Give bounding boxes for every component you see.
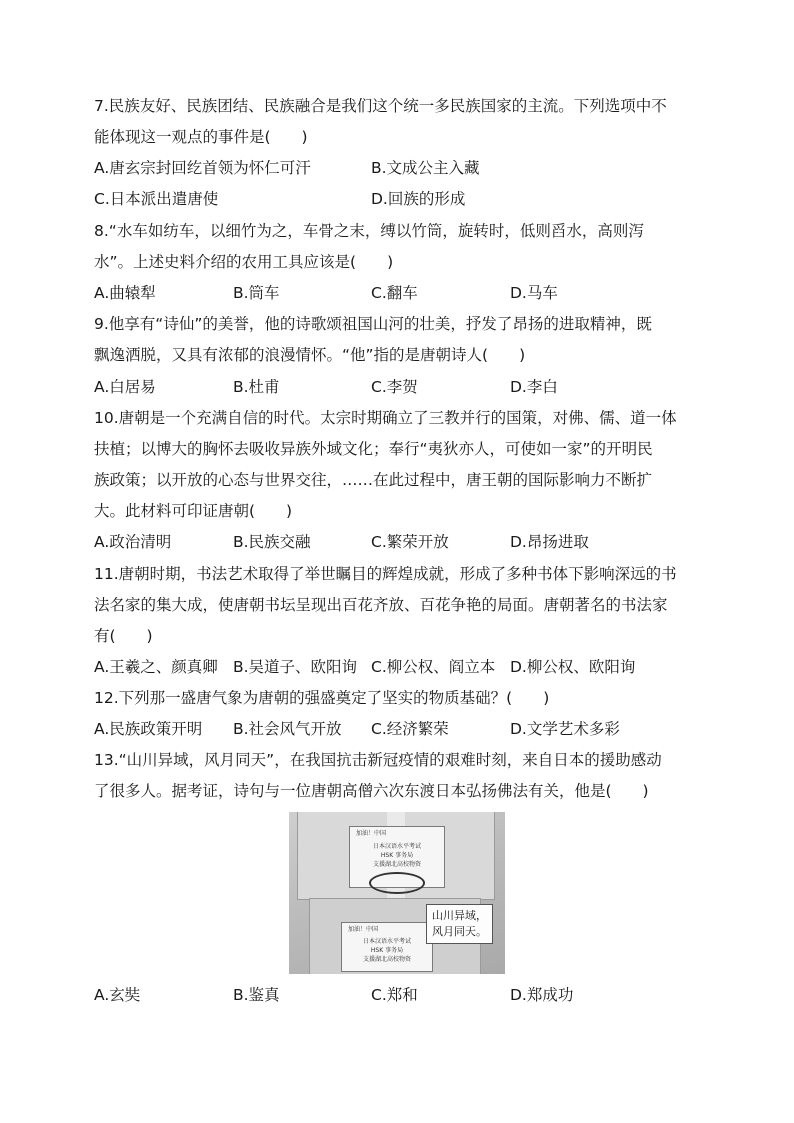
- lower-box-label: [341, 922, 433, 972]
- q13-option-a: A.玄奘: [94, 986, 141, 1004]
- label-header: 加油！中国: [356, 830, 387, 837]
- q7-option-d: D.回族的形成: [371, 190, 466, 208]
- q8-option-d: D.马车: [510, 284, 558, 302]
- q10-line-4: 大。此材料可印证唐朝( ): [94, 502, 293, 520]
- label-header-2: 加油！中国: [348, 926, 379, 933]
- q13-line-1: 13.“山川异域，风月同天”，在我国抗击新冠疫情的艰难时刻，来自日本的援助感动: [94, 751, 662, 769]
- q8-option-b: B.筒车: [233, 284, 280, 302]
- q11-line-1: 11.唐朝时期，书法艺术取得了举世瞩目的辉煌成就，形成了多种书体下影响深远的书: [94, 565, 677, 583]
- q10-option-c: C.繁荣开放: [371, 533, 449, 551]
- q10-line-2: 扶植；以博大的胸怀去吸收异族外域文化；奉行“夷狄亦人，可使如一家”的开明民: [94, 440, 653, 458]
- q8-option-a: A.曲辕犁: [94, 284, 156, 302]
- label-line-3-2: 支援湖北高校物资: [362, 956, 411, 963]
- q11-line-3: 有( ): [94, 627, 153, 645]
- q10-line-1: 10.唐朝是一个充满自信的时代。太宗时期确立了三教并行的国策，对佛、儒、道一体: [94, 409, 677, 427]
- q9-line-2: 飘逸洒脱，又具有浓郁的浪漫情怀。“他”指的是唐朝诗人( ): [94, 346, 526, 364]
- q8-line-1: 8.“水车如纺车，以细竹为之，车骨之末，缚以竹筒，旋转时，低则舀水，高则泻: [94, 222, 644, 240]
- label-line-1-2: 日本汉语水平考试: [362, 938, 411, 945]
- poem-caption: [426, 904, 493, 944]
- q12-option-b: B.社会风气开放: [233, 720, 342, 738]
- label-line-2: HSK 事务局: [380, 852, 414, 859]
- q11-option-c: C.柳公权、阎立本: [371, 658, 496, 676]
- q11-option-a: A.王羲之、颜真卿: [94, 658, 218, 676]
- caption-line-2: 风月同天。: [432, 925, 487, 938]
- q10-option-d: D.昂扬进取: [510, 533, 589, 551]
- q13-option-b: B.鉴真: [233, 986, 280, 1004]
- q7-line-1: 7.民族友好、民族团结、民族融合是我们这个统一多民族国家的主流。下列选项中不: [94, 97, 667, 115]
- q9-line-1: 9.他享有“诗仙”的美誉，他的诗歌颂祖国山河的壮美，抒发了昂扬的进取精神，既: [94, 315, 652, 333]
- q12-option-a: A.民族政策开明: [94, 720, 203, 738]
- q9-option-d: D.李白: [510, 378, 558, 396]
- q11-option-d: D.柳公权、欧阳询: [510, 658, 636, 676]
- q12-line-1: 12.下列那一盛唐气象为唐朝的强盛奠定了坚实的物质基础？( ): [94, 689, 550, 707]
- label-line-1: 日本汉语水平考试: [372, 843, 421, 850]
- q10-line-3: 族政策；以开放的心态与世界交往，……在此过程中，唐王朝的国际影响力不断扩: [94, 471, 653, 489]
- q12-option-d: D.文学艺术多彩: [510, 720, 620, 738]
- q9-option-a: A.白居易: [94, 378, 156, 396]
- q13-line-2: 了很多人。据考证，诗句与一位唐朝高僧六次东渡日本弘扬佛法有关，他是( ): [94, 782, 649, 800]
- label-line-3: 支援湖北高校物资: [372, 861, 421, 868]
- q13-option-d: D.郑成功: [510, 986, 574, 1004]
- q8-option-c: C.翻车: [371, 284, 418, 302]
- caption-line-1: 山川异域，: [432, 909, 487, 922]
- q13-option-c: C.郑和: [371, 986, 418, 1004]
- q10-option-a: A.政治清明: [94, 533, 172, 551]
- q7-option-a: A.唐玄宗封回纥首领为怀仁可汗: [94, 159, 311, 177]
- q9-option-b: B.杜甫: [233, 378, 280, 396]
- q11-option-b: B.吴道子、欧阳询: [233, 658, 358, 676]
- highlight-oval: [369, 872, 425, 894]
- q10-option-b: B.民族交融: [233, 533, 311, 551]
- q7-option-b: B.文成公主入藏: [371, 159, 480, 177]
- q8-line-2: 水”。上述史料介绍的农用工具应该是( ): [94, 253, 394, 271]
- q7-line-2: 能体现这一观点的事件是( ): [94, 128, 308, 146]
- q9-option-c: C.李贺: [371, 378, 418, 396]
- aid-boxes-photo: [289, 812, 505, 974]
- q12-option-c: C.经济繁荣: [371, 720, 449, 738]
- q11-line-2: 法名家的集大成，使唐朝书坛呈现出百花齐放、百花争艳的局面。唐朝著名的书法家: [94, 596, 668, 614]
- label-line-2-2: HSK 事务局: [370, 947, 404, 954]
- q7-option-c: C.日本派出遣唐使: [94, 190, 219, 208]
